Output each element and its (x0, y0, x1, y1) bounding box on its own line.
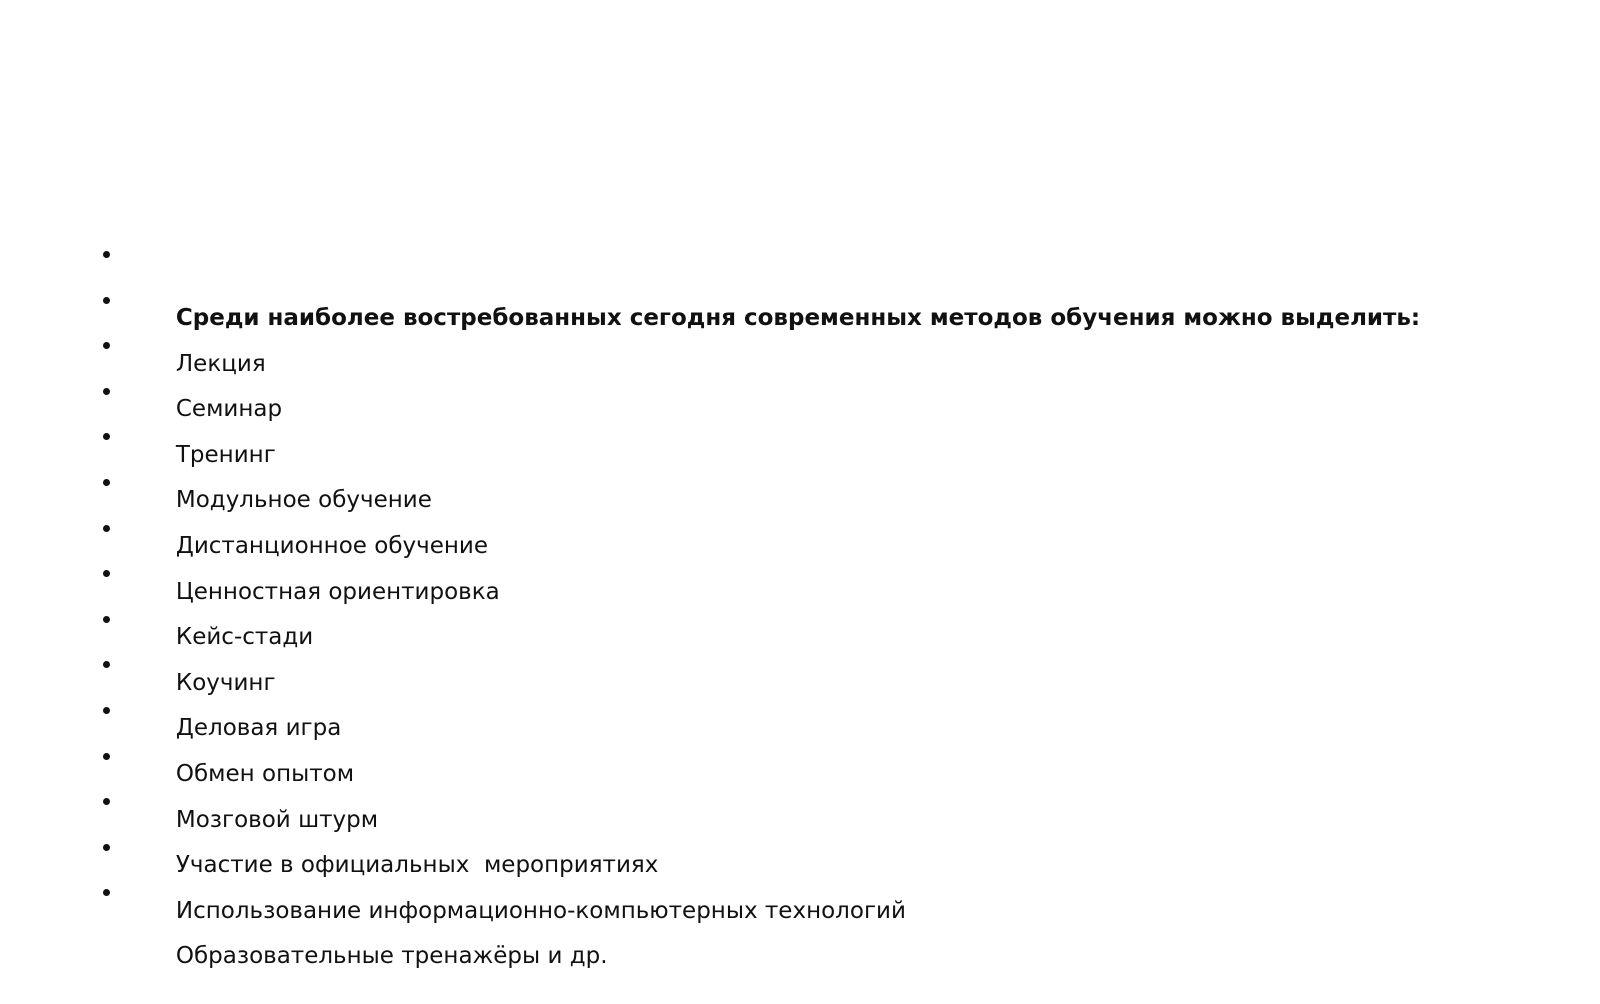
list-item (98, 466, 1420, 559)
bullet-icon (103, 525, 110, 532)
list-item (98, 512, 1420, 605)
list-item-text: Обмен опытом (175, 760, 355, 787)
list-item-text: Деловая игра (175, 715, 342, 742)
list-item-text: Лекция (175, 350, 266, 377)
list-item-text: Коучинг (175, 669, 276, 696)
bullet-icon (103, 297, 110, 304)
list-item (98, 831, 1420, 924)
bullet-icon (103, 479, 110, 486)
list-item (98, 557, 1420, 651)
list-item-text: Тренинг (175, 441, 276, 468)
list-item (98, 785, 1420, 879)
bullet-icon (103, 707, 110, 714)
intro-bullet (98, 238, 1421, 331)
list-item (98, 420, 1420, 514)
bullet-icon (103, 753, 110, 760)
list-item (98, 876, 1420, 970)
bullet-icon (103, 433, 110, 440)
bullet-icon (103, 798, 110, 805)
list-item (98, 648, 1420, 742)
list-item-text: Образовательные тренажёры и др. (175, 943, 608, 970)
bullet-icon (103, 889, 110, 896)
bullet-icon (103, 844, 110, 851)
list-item-text: Модульное обучение (175, 487, 432, 514)
list-item (98, 375, 1420, 468)
bullet-icon (103, 570, 110, 577)
list-item (98, 329, 1420, 423)
list-item-text: Семинар (175, 396, 283, 423)
list-item-text: Ценностная ориентировка (175, 578, 500, 605)
methods-bullet-list (98, 238, 1421, 970)
bullet-icon (103, 251, 110, 258)
list-item-text: Использование информационно-компьютерных технологий (175, 897, 906, 924)
bullet-icon (103, 616, 110, 623)
bullet-icon (103, 661, 110, 668)
list-item-text: Дистанционное обучение (175, 532, 488, 559)
bullet-icon (103, 388, 110, 395)
bullet-icon (103, 342, 110, 349)
list-item (98, 284, 1420, 377)
intro-text: Среди наиболее востребованных сегодня современных методов обучения можно выделить: (175, 305, 1421, 331)
list-item-text: Мозговой штурм (175, 806, 379, 833)
list-item (98, 740, 1420, 833)
list-item (98, 694, 1420, 787)
list-item-text: Кейс-стади (175, 624, 314, 651)
list-item (98, 603, 1420, 696)
list-item-text: Участие в официальных мероприятиях (175, 852, 659, 879)
